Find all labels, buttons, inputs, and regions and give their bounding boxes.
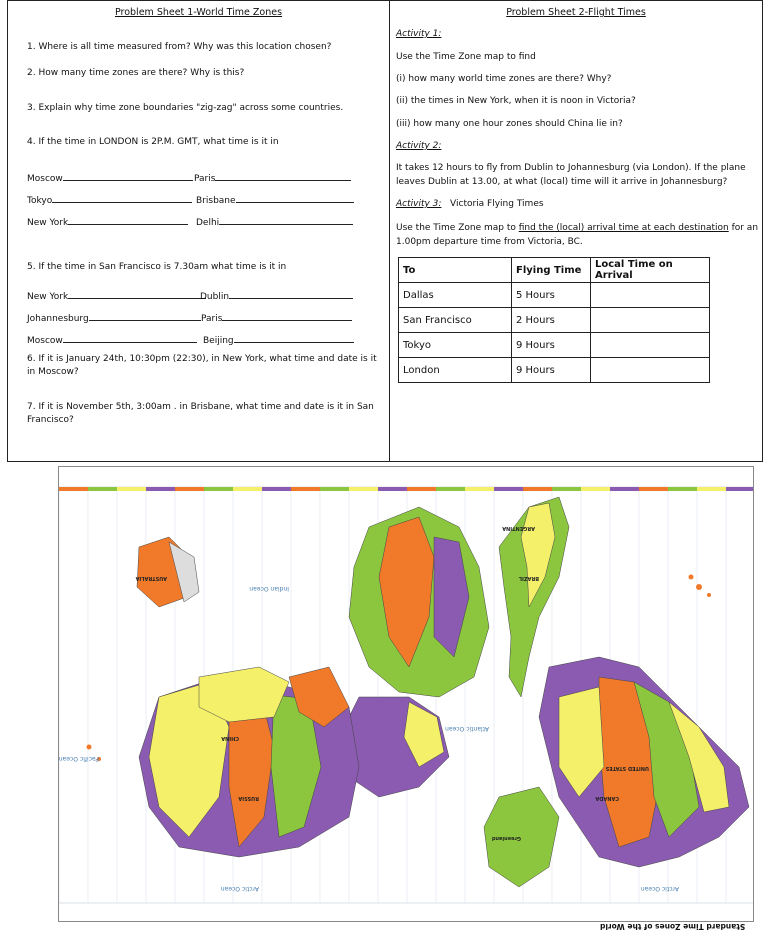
time-zone-map <box>58 466 754 922</box>
question-5: 5. If the time in San Francisco is 7.30am what time is it in <box>27 262 287 272</box>
svg-text:Pacific Ocean: Pacific Ocean <box>59 755 99 762</box>
answer-delhi[interactable]: Delhi <box>196 215 353 228</box>
question-7: 7. If it is November 5th, 3:00am . in Brisbane, what time and date is it in San Francisco? <box>27 402 374 425</box>
problem-sheet-1 <box>8 1 390 461</box>
question-1: 1. Where is all time measured from? Why was this location chosen? <box>27 42 332 52</box>
activity-2-text: It takes 12 hours to fly from Dublin to Johannesburg (via London). If the plane leaves Dublin at 13.00, at what (local) time will it arrive in Johannesburg? <box>396 163 746 187</box>
sheet2-title: Problem Sheet 2-Flight Times <box>506 7 646 18</box>
problem-sheet-2 <box>390 1 762 461</box>
activity-2-heading: Activity 2: <box>396 141 442 151</box>
map-graphic <box>59 467 754 922</box>
sheet1-title: Problem Sheet 1-World Time Zones <box>114 7 283 18</box>
arrival-cell[interactable] <box>591 358 710 383</box>
question-4: 4. If the time in LONDON is 2P.M. GMT, what time is it in <box>27 137 279 147</box>
svg-text:Arctic Ocean: Arctic Ocean <box>640 885 679 892</box>
map-caption: Standard Time Zones of the World <box>600 922 746 931</box>
arrival-cell[interactable] <box>591 333 710 358</box>
answer-brisbane[interactable]: Brisbane <box>196 193 354 206</box>
col-flying-time: Flying Time <box>512 258 591 283</box>
svg-text:CHINA: CHINA <box>221 735 239 741</box>
answer-moscow-2[interactable]: Moscow <box>27 333 197 346</box>
answer-johannesburg[interactable]: Johannesburg <box>27 311 201 324</box>
svg-text:AUSTRALIA: AUSTRALIA <box>135 575 167 581</box>
asia-russia <box>139 667 359 857</box>
answer-paris[interactable]: Paris <box>194 171 351 184</box>
arrival-cell[interactable] <box>591 308 710 333</box>
table-row: Dallas 5 Hours <box>399 283 710 308</box>
arrival-cell[interactable] <box>591 283 710 308</box>
flight-times-table <box>398 257 710 383</box>
worksheets <box>7 0 763 462</box>
answer-tokyo[interactable]: Tokyo <box>27 193 192 206</box>
table-row: Tokyo 9 Hours <box>399 333 710 358</box>
table-header-row <box>399 258 710 283</box>
question-2: 2. How many time zones are there? Why is this? <box>27 68 245 78</box>
answer-paris-2[interactable]: Paris <box>201 311 352 324</box>
activity-3-text: Use the Time Zone map to find the (local) arrival time at each destination for an 1.00pm departure time from Victoria, BC. <box>396 223 759 247</box>
svg-text:CANADA: CANADA <box>595 795 619 801</box>
svg-text:Greenland: Greenland <box>491 835 521 841</box>
activity-1-intro: Use the Time Zone map to find <box>396 52 536 62</box>
activity-1-part-iii: (iii) how many one hour zones should China lie in? <box>396 119 623 129</box>
svg-text:ARGENTINA: ARGENTINA <box>502 525 535 531</box>
activity-1-heading: Activity 1: <box>396 29 442 39</box>
answer-moscow[interactable]: Moscow <box>27 171 193 184</box>
col-local-time: Local Time on Arrival <box>591 258 710 283</box>
answer-dublin[interactable]: Dublin <box>200 289 353 302</box>
question-3: 3. Explain why time zone boundaries "zig-zag" across some countries. <box>27 103 344 113</box>
answer-beijing[interactable]: Beijing <box>203 333 354 346</box>
activity-1-part-i: (i) how many world time zones are there? Why? <box>396 74 612 84</box>
svg-text:UNITED STATES: UNITED STATES <box>605 765 649 771</box>
activity-1-part-ii: (ii) the times in New York, when it is noon in Victoria? <box>396 96 636 106</box>
svg-text:Atlantic Ocean: Atlantic Ocean <box>445 725 489 732</box>
svg-text:Indian Ocean: Indian Ocean <box>249 585 289 592</box>
svg-text:RUSSIA: RUSSIA <box>238 795 259 801</box>
time-zone-color-bar <box>59 487 754 491</box>
answer-new-york[interactable]: New York <box>27 215 188 228</box>
svg-text:Arctic Ocean: Arctic Ocean <box>220 885 259 892</box>
table-row: San Francisco 2 Hours <box>399 308 710 333</box>
table-row: London 9 Hours <box>399 358 710 383</box>
col-to: To <box>399 258 512 283</box>
question-6: 6. If it is January 24th, 10:30pm (22:30), in New York, what time and date is it in Moscow? <box>27 354 377 377</box>
svg-text:BRAZIL: BRAZIL <box>518 575 539 581</box>
activity-3-header: Activity 3: Victoria Flying Times <box>396 199 544 209</box>
answer-new-york-2[interactable]: New York <box>27 289 206 302</box>
